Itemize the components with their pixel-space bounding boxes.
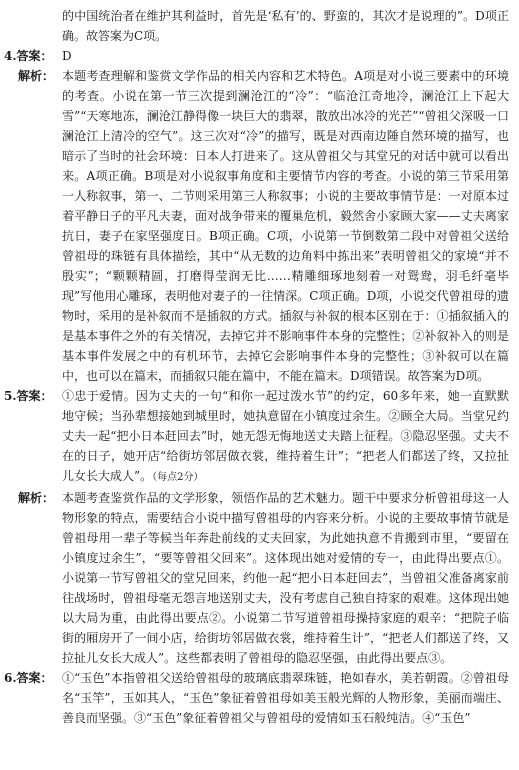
- q5-answer-text: ①忠于爱情。因为丈夫的一句“和你一起过泼水节”的约定，60多年来，她一直默默地守候；当孙辈想接她到城里时，她执意留在小镇度过余生。②顾全大局。当堂兄约丈夫一起“把小日本赶回去”时，她无怨无悔地送丈夫踏上征程。③隐忍坚强。丈夫不在的日子，她开店“给街坊邻居做衣裳，维持着生计”；“把老人们都送了终，又拉扯儿女长大成人”。: [62, 389, 509, 483]
- q5-score-note: （每点2分）: [152, 472, 204, 483]
- q5-answer-body: [62, 386, 509, 488]
- q5-number: 5.: [4, 389, 17, 403]
- q5-analysis-label: 解析：: [18, 491, 55, 505]
- q5-answer-lead: [4, 386, 62, 406]
- q6-answer-label: 答案：: [16, 671, 53, 685]
- q5-analysis-text: 本题考查鉴赏作品的文学形象，领悟作品的艺术魅力。题干中要求分析曾祖母这一人物形象的特点，需要结合小说中描写曾祖母的内容来分析。小说的主要故事情节就是曾祖母用一辈子等候当年奔赴前线的丈夫回家，为此她执意不肯搬到市里，“要留在小镇度过余生”，“要等曾祖父回来”。这体现出她对爱情的专一，由此得出要点①。小说第一节写曾祖父的堂兄回来，约他一起“把小日本赶回去”，当曾祖父准备离家前往战场时，曾祖母毫无怨言地送别丈夫，没有考虑自己独自持家的艰难。这体现出她以大局为重，由此得出要点②。小说第二节写道曾祖母操持家庭的艰辛：“把院子临街的厢房开了一间小店，给街坊邻居做衣裳，维持着生计”，“把老人们都送了终，又拉扯儿女长大成人”。这些都表明了曾祖母的隐忍坚强，由此得出要点③。: [62, 491, 509, 665]
- q6-answer-lead: [4, 668, 62, 688]
- q6-answer-row: [4, 668, 509, 728]
- q5-analysis-row: [4, 488, 509, 668]
- q4-answer-text: D: [62, 49, 72, 63]
- q5-answer-row: [4, 386, 509, 488]
- previous-answer-continuation: 的中国统治者在维护其利益时，首先是‘私有’的、野蛮的，其次才是说理的”。D项正确。故答案为C项。: [62, 9, 509, 43]
- q4-analysis-text: 本题考查理解和鉴赏文学作品的相关内容和艺术特色。A项是对小说三要素中的环境的考查。小说在第一节三次提到澜沧江的“冷”：“临沧江奇地冷，澜沧江上下起大雪”“天寒地冻，澜沧江静得像一块巨大的翡翠，散放出冰冷的光芒”“曾祖父深吸一口澜沧江上清冷的空气”。这三次对“冷”的描写，既是对西南边陲自然环境的描写，也暗示了当时的社会环境：日本人打进来了。这从曾祖父与其堂兄的对话中就可以看出来。A项正确。B项是对小说叙事角度和主要情节内容的考查。小说的第三节采用第一人称叙事，第一、二节则采用第三人称叙事；小说的主要故事情节是：一对原本过着平静日子的平凡夫妻，面对战争带来的覆巢危机，毅然舍小家顾大家——丈夫离家抗日，妻子在家坚强度日。B项正确。C项，小说第一节倒数第二段中对曾祖父送给曾祖母的珠链有具体描绘，其中“从无数的边角料中拣出来”表明曾祖父的家境“并不殷实”；“颗颗精圆，打磨得莹润无比……精雕细琢地刻着一对鸳鸯，羽毛纤毫毕现”写他用心雕琢，表明他对妻子的一往情深。C项正确。D项，小说交代曾祖母的遗物时，采用的是补叙而不是插叙的方式。插叙与补叙的根本区别在于：①插叙插入的是基本事件之外的有关情况，去掉它并不影响事件本身的完整性；②补叙补入的则是基本事件发展之中的有机环节，去掉它会影响事件本身的完整性；③补叙可以在篇中，也可以在篇末，而插叙只能在篇中，不能在篇末。D项错误。故答案为D项。: [62, 69, 509, 383]
- q4-answer-label: 答案：: [16, 49, 53, 63]
- q4-answer-row: [4, 46, 509, 66]
- q4-analysis-label: 解析：: [18, 69, 55, 83]
- q6-answer-text: ①“玉色”本指曾祖父送给曾祖母的玻璃底翡翠珠链，艳如春水，美若朝霞。②曾祖母名“玉竿”，玉如其人，“玉色”象征着曾祖母如美玉般光辉的人物形象，美丽而端庄、善良而坚强。③“玉色”象征着曾祖父与曾祖母的爱情如玉石般纯洁。④“玉色”: [62, 671, 509, 725]
- q4-analysis-row: [4, 66, 509, 386]
- q4-number: 4.: [4, 49, 17, 63]
- q4-answer-lead: [4, 46, 62, 66]
- q5-answer-label: 答案：: [16, 389, 53, 403]
- q6-number: 6.: [4, 671, 17, 685]
